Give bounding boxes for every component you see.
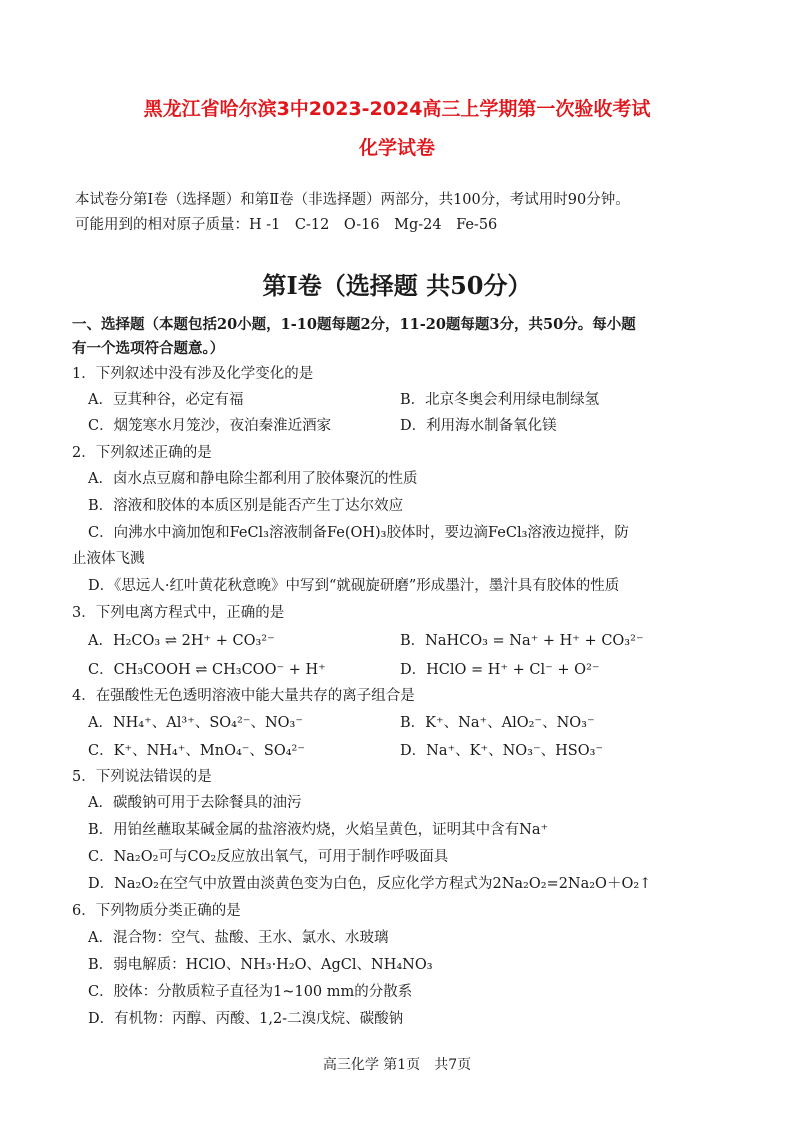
option-c-continued: 止液体飞溅 <box>72 551 145 567</box>
question-stem: 3．下列电离方程式中，正确的是 <box>72 605 285 621</box>
section-instruction-2: 有一个选项符合题意。） <box>72 340 225 357</box>
question-stem: 5．下列说法错误的是 <box>72 769 212 785</box>
question-stem: 2．下列叙述正确的是 <box>72 445 212 461</box>
option-b: B．用铂丝蘸取某碱金属的盐溶液灼烧，火焰呈黄色，证明其中含有Na⁺ <box>88 822 549 838</box>
section-instruction-1: 一、选择题（本题包括20小题，1-10题每题2分，11-20题每题3分，共50分。每小题 <box>72 316 636 333</box>
option-b: B．弱电解质：HClO、NH₃·H₂O、AgCl、NH₄NO₃ <box>88 957 433 973</box>
intro-line-2: 可能用到的相对原子质量：H -1 C-12 O-16 Mg-24 Fe-56 <box>75 217 498 233</box>
option-d: D．Na⁺、K⁺、NO₃⁻、HSO₃⁻ <box>400 743 604 759</box>
option-c: C．向沸水中滴加饱和FeCl₃溶液制备Fe(OH)₃胶体时，要边滴FeCl₃溶液边搅拌，防 <box>88 525 629 541</box>
option-d: D．HClO = H⁺ + Cl⁻ + O²⁻ <box>400 662 600 678</box>
exam-subject-title: 化学试卷 <box>358 137 435 159</box>
section-title: 第Ⅰ卷（选择题 共50分） <box>262 271 532 300</box>
option-c: C．胶体：分散质粒子直径为1~100 mm的分散系 <box>88 984 413 1000</box>
option-b: B．溶液和胶体的本质区别是能否产生丁达尔效应 <box>88 498 404 514</box>
option-b: B．K⁺、Na⁺、AlO₂⁻、NO₃⁻ <box>400 715 595 731</box>
option-c: C．烟笼寒水月笼沙，夜泊秦淮近酒家 <box>88 418 332 434</box>
exam-title: 黑龙江省哈尔滨3中2023-2024高三上学期第一次验收考试 <box>143 98 651 120</box>
intro-line-1: 本试卷分第Ⅰ卷（选择题）和第Ⅱ卷（非选择题）两部分，共100分，考试用时90分钟。 <box>75 192 630 208</box>
question-stem: 4．在强酸性无色透明溶液中能大量共存的离子组合是 <box>72 688 415 704</box>
option-b: B．NaHCO₃ = Na⁺ + H⁺ + CO₃²⁻ <box>400 633 644 649</box>
option-a: A．NH₄⁺、Al³⁺、SO₄²⁻、NO₃⁻ <box>88 715 303 731</box>
option-b: B．北京冬奥会利用绿电制绿氢 <box>400 392 600 408</box>
option-a: A．碳酸钠可用于去除餐具的油污 <box>88 795 302 811</box>
option-d: D．利用海水制备氧化镁 <box>400 418 557 434</box>
option-d: D．Na₂O₂在空气中放置由淡黄色变为白色，反应化学方程式为2Na₂O₂=2Na₂O＋O₂↑ <box>88 876 652 892</box>
option-a: A．豆萁种谷，必定有福 <box>88 392 244 408</box>
option-c: C．K⁺、NH₄⁺、MnO₄⁻、SO₄²⁻ <box>88 743 306 759</box>
question-stem: 1．下列叙述中没有涉及化学变化的是 <box>72 366 314 382</box>
option-d: D．《思远人·红叶黄花秋意晚》中写到“就砚旋研磨”形成墨汁，墨汁具有胶体的性质 <box>88 578 620 594</box>
option-d: D．有机物：丙醇、丙酸、1,2-二溴戊烷、碳酸钠 <box>88 1011 404 1027</box>
question-stem: 6．下列物质分类正确的是 <box>72 903 241 919</box>
option-a: A．卤水点豆腐和静电除尘都利用了胶体聚沉的性质 <box>88 471 418 487</box>
option-a: A．混合物：空气、盐酸、王水、氯水、水玻璃 <box>88 930 389 946</box>
option-a: A．H₂CO₃ ⇌ 2H⁺ + CO₃²⁻ <box>88 633 275 649</box>
option-c: C．Na₂O₂可与CO₂反应放出氧气，可用于制作呼吸面具 <box>88 849 449 865</box>
page-footer: 高三化学 第1页 共7页 <box>322 1057 472 1073</box>
option-c: C．CH₃COOH ⇌ CH₃COO⁻ + H⁺ <box>88 662 326 678</box>
